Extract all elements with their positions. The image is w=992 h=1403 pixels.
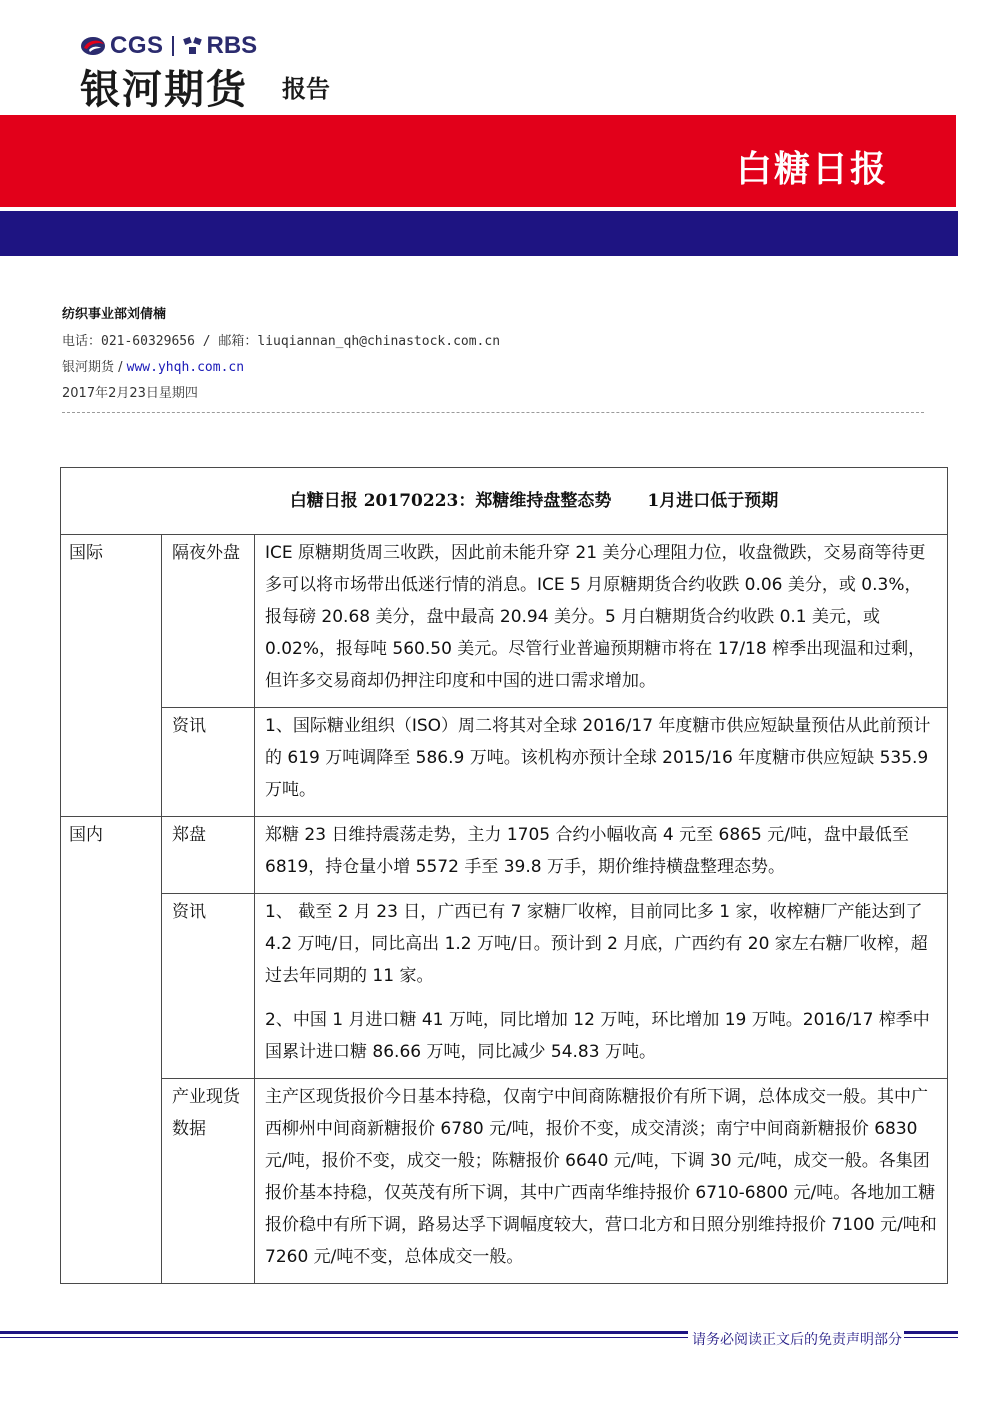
disclaimer-note: 请务必阅读正文后的免责声明部分: [688, 1330, 904, 1350]
report-date: 2017年2月23日星期四: [62, 386, 198, 401]
spot-label-line2: 数据: [172, 1119, 206, 1139]
logo-cgs-text: CGS: [110, 32, 164, 59]
overnight-content: [255, 535, 948, 708]
subcategory-domestic-news: 资讯: [162, 894, 255, 1079]
subcategory-intl-news: 资讯: [162, 708, 255, 817]
domestic-news-content: [255, 894, 948, 1079]
category-domestic: 国内: [61, 817, 162, 1284]
table-row: [61, 894, 948, 1079]
table-row: [61, 708, 948, 817]
domestic-news-p1: 1、 截至 2 月 23 日，广西已有 7 家糖厂收榨，目前同比多 1 家，收榨糖厂产能达到了 4.2 万吨/日，同比高出 1.2 万吨/日。预计到 2 月底，广西约有 20 家左右糖厂收榨，超过去年同期的 11 家。: [265, 902, 928, 986]
title-sub: 1月进口低于预期: [647, 491, 779, 511]
logo-rbs-text: RBS: [206, 32, 258, 59]
logo-divider: [172, 36, 174, 56]
zheng-text: 郑糖 23 日维持震荡走势，主力 1705 合约小幅收高 4 元至 6865 元/吨，盘中最低至 6819，持仓量小增 5572 手至 39.8 万手，期价维持横盘整理态势。: [265, 825, 909, 877]
site-link[interactable]: www.yhqh.com.cn: [126, 360, 245, 375]
table-title-row: [61, 468, 948, 535]
table-row: [61, 535, 948, 708]
zheng-content: [255, 817, 948, 894]
company-logo: [80, 32, 257, 60]
subcategory-overnight: 隔夜外盘: [162, 535, 255, 708]
dashed-divider: [62, 412, 924, 413]
author-name: 纺织事业部刘倩楠: [62, 307, 167, 322]
report-table: [60, 467, 948, 1284]
header-blue-band: [0, 211, 958, 256]
report-type-title: 白糖日报: [735, 149, 888, 190]
table-title: [61, 468, 948, 535]
overnight-text: ICE 原糖期货周三收跌，因此前未能升穿 21 美分心理阻力位，收盘微跌，交易商等待更多可以将市场带出低迷行情的消息。ICE 5 月原糖期货合约收跌 0.06 美分，或 0.3%，报每磅 20.68 美分，盘中最高 20.94 美分。5 月白糖期货合约收跌 0.1 美元，或 0.02%，报每吨 560.50 美元。尽管行业普遍预期糖市将在 17/18 榨季出现温和过剩，但许多交易商却仍押注印度和中国的进口需求增加。: [265, 543, 926, 691]
spot-label-line1: 产业现货: [172, 1087, 240, 1107]
subcategory-zheng: 郑盘: [162, 817, 255, 894]
subcategory-spot: [162, 1079, 255, 1284]
rbs-daisy-icon: [182, 36, 204, 56]
spot-content: [255, 1079, 948, 1284]
table-row: [61, 817, 948, 894]
author-contact: 电话：021-60329656 / 邮箱：liuqiannan_qh@chinastock.com.cn: [62, 334, 501, 349]
report-label: 报告: [282, 75, 330, 103]
cgs-swirl-icon: [80, 35, 106, 57]
intl-news-content: [255, 708, 948, 817]
table-row: [61, 1079, 948, 1284]
domestic-news-p2: 2、中国 1 月进口糖 41 万吨，同比增加 12 万吨，环比增加 19 万吨。2016/17 榨季中国累计进口糖 86.66 万吨，同比减少 54.83 万吨。: [265, 1010, 930, 1062]
title-main: 白糖日报 20170223：郑糖维持盘整态势: [289, 491, 612, 511]
intl-news-text: 1、国际糖业组织（ISO）周二将其对全球 2016/17 年度糖市供应短缺量预估从此前预计的 619 万吨调降至 586.9 万吨。该机构亦预计全球 2015/16 年度糖市供应短缺 535.9 万吨。: [265, 716, 931, 800]
brand-name: 银河期货: [80, 67, 248, 113]
site-prefix: 银河期货 /: [62, 360, 127, 375]
company-site: [62, 356, 244, 375]
category-intl: 国际: [61, 535, 162, 817]
spot-text: 主产区现货报价今日基本持稳，仅南宁中间商陈糖报价有所下调，总体成交一般。其中广西柳州中间商新糖报价 6780 元/吨，报价不变，成交清淡；南宁中间商新糖报价 6830 元/吨，报价不变，成交一般；陈糖报价 6640 元/吨，下调 30 元/吨，成交一般。各集团报价基本持稳，仅英茂有所下调，其中广西南华维持报价 6710-6800 元/吨。各地加工糖报价稳中有所下调，路易达孚下调幅度较大，营口北方和日照分别维持报价 7100 元/吨和 7260 元/吨不变，总体成交一般。: [265, 1087, 937, 1267]
